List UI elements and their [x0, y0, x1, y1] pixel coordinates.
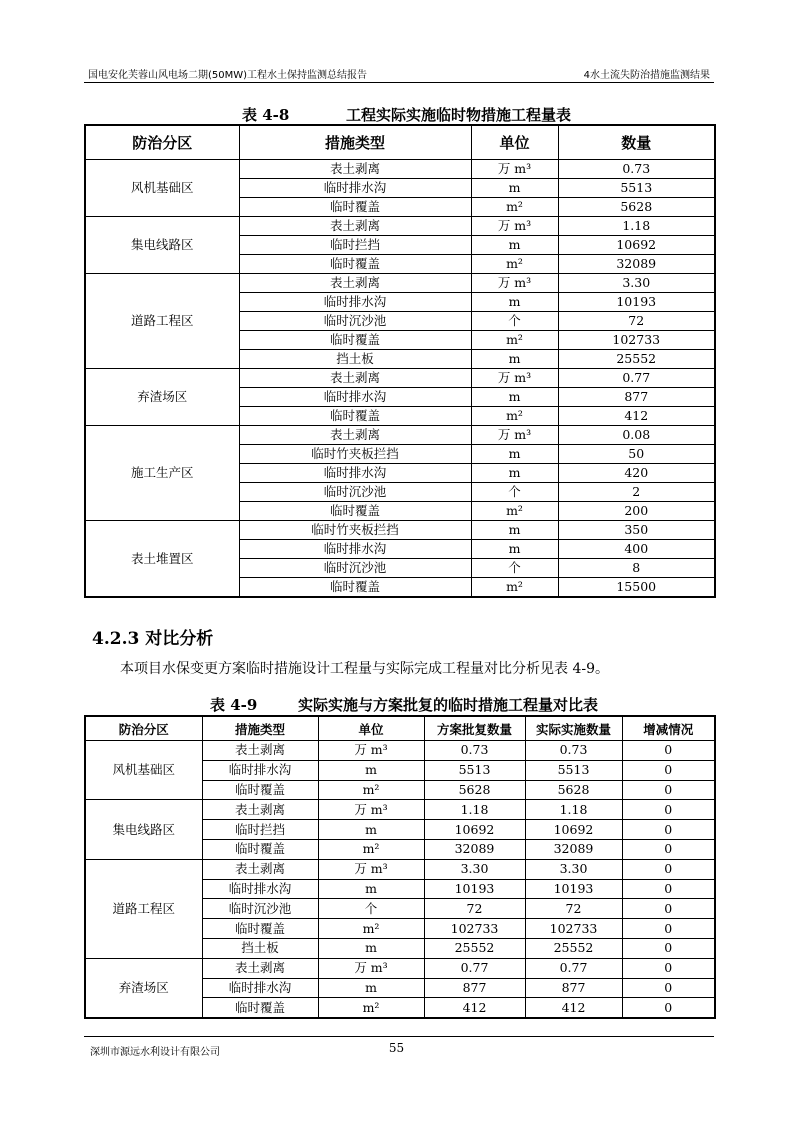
unit-cell: 万 m³	[471, 369, 558, 388]
type-cell: 表土剥离	[202, 800, 318, 820]
type-cell: 临时覆盖	[202, 998, 318, 1018]
type-cell: 临时覆盖	[239, 255, 471, 274]
type-cell: 临时覆盖	[239, 578, 471, 598]
qty-cell: 0.08	[558, 426, 715, 445]
qty-cell: 0.77	[558, 369, 715, 388]
type-cell: 临时排水沟	[202, 760, 318, 780]
qty-cell: 412	[558, 407, 715, 426]
table-row	[85, 958, 715, 978]
type-cell: 表土剥离	[202, 741, 318, 761]
type-cell: 表土剥离	[239, 274, 471, 293]
actual-cell: 10193	[525, 879, 622, 899]
type-cell: 临时排水沟	[202, 879, 318, 899]
unit-cell: m	[471, 445, 558, 464]
type-cell: 临时覆盖	[239, 407, 471, 426]
type-cell: 临时排水沟	[239, 179, 471, 198]
qty-cell: 5628	[558, 198, 715, 217]
section-heading: 4.2.3 对比分析	[92, 629, 214, 649]
type-cell: 挡土板	[202, 938, 318, 958]
type-cell: 临时覆盖	[202, 839, 318, 859]
type-cell: 临时沉沙池	[239, 559, 471, 578]
unit-cell: m	[318, 978, 424, 998]
table-row	[85, 426, 715, 445]
unit-cell: 个	[471, 483, 558, 502]
type-cell: 表土剥离	[239, 426, 471, 445]
unit-cell: 万 m³	[318, 958, 424, 978]
column-header: 单位	[318, 716, 424, 741]
type-cell: 挡土板	[239, 350, 471, 369]
region-cell: 道路工程区	[85, 859, 202, 958]
actual-cell: 412	[525, 998, 622, 1018]
unit-cell: m	[471, 236, 558, 255]
table2	[84, 715, 716, 1019]
diff-cell: 0	[622, 998, 715, 1018]
column-header: 措施类型	[202, 716, 318, 741]
unit-cell: m²	[471, 198, 558, 217]
column-header: 防治分区	[85, 125, 239, 160]
diff-cell: 0	[622, 899, 715, 919]
plan-cell: 5628	[424, 780, 525, 800]
actual-cell: 5513	[525, 760, 622, 780]
table-row	[85, 741, 715, 761]
unit-cell: m	[471, 293, 558, 312]
table2-header-row	[85, 716, 715, 741]
plan-cell: 25552	[424, 938, 525, 958]
unit-cell: m²	[318, 780, 424, 800]
region-cell: 集电线路区	[85, 217, 239, 274]
qty-cell: 3.30	[558, 274, 715, 293]
diff-cell: 0	[622, 839, 715, 859]
actual-cell: 102733	[525, 919, 622, 939]
unit-cell: m	[471, 521, 558, 540]
type-cell: 临时覆盖	[239, 502, 471, 521]
type-cell: 临时沉沙池	[202, 899, 318, 919]
type-cell: 临时覆盖	[202, 780, 318, 800]
diff-cell: 0	[622, 958, 715, 978]
region-cell: 表土堆置区	[85, 521, 239, 598]
unit-cell: 万 m³	[471, 217, 558, 236]
diff-cell: 0	[622, 978, 715, 998]
plan-cell: 0.77	[424, 958, 525, 978]
type-cell: 临时排水沟	[239, 464, 471, 483]
header-left-title: 国电安化芙蓉山风电场二期(50MW)工程水土保持监测总结报告	[88, 70, 368, 81]
type-cell: 临时沉沙池	[239, 312, 471, 331]
unit-cell: m²	[318, 839, 424, 859]
table1-body	[85, 160, 715, 598]
plan-cell: 32089	[424, 839, 525, 859]
type-cell: 临时排水沟	[239, 540, 471, 559]
diff-cell: 0	[622, 780, 715, 800]
qty-cell: 10193	[558, 293, 715, 312]
type-cell: 临时拦挡	[202, 820, 318, 840]
unit-cell: m²	[471, 407, 558, 426]
diff-cell: 0	[622, 879, 715, 899]
page-number: 55	[388, 1041, 405, 1055]
actual-cell: 877	[525, 978, 622, 998]
unit-cell: m	[471, 179, 558, 198]
region-cell: 集电线路区	[85, 800, 202, 859]
plan-cell: 412	[424, 998, 525, 1018]
type-cell: 临时沉沙池	[239, 483, 471, 502]
plan-cell: 10193	[424, 879, 525, 899]
unit-cell: m²	[318, 919, 424, 939]
table-row	[85, 274, 715, 293]
column-header: 单位	[471, 125, 558, 160]
unit-cell: m	[471, 350, 558, 369]
qty-cell: 15500	[558, 578, 715, 598]
unit-cell: 万 m³	[471, 426, 558, 445]
unit-cell: m	[318, 938, 424, 958]
table2-body	[85, 741, 715, 1019]
column-header: 防治分区	[85, 716, 202, 741]
actual-cell: 3.30	[525, 859, 622, 879]
unit-cell: 个	[471, 312, 558, 331]
qty-cell: 877	[558, 388, 715, 407]
qty-cell: 5513	[558, 179, 715, 198]
unit-cell: 万 m³	[471, 274, 558, 293]
table-row	[85, 217, 715, 236]
plan-cell: 72	[424, 899, 525, 919]
table-row	[85, 800, 715, 820]
unit-cell: 万 m³	[318, 859, 424, 879]
qty-cell: 50	[558, 445, 715, 464]
unit-cell: m	[318, 760, 424, 780]
unit-cell: m	[318, 820, 424, 840]
unit-cell: m	[471, 388, 558, 407]
qty-cell: 72	[558, 312, 715, 331]
column-header: 措施类型	[239, 125, 471, 160]
type-cell: 表土剥离	[202, 958, 318, 978]
plan-cell: 3.30	[424, 859, 525, 879]
unit-cell: m²	[471, 502, 558, 521]
unit-cell: 个	[318, 899, 424, 919]
unit-cell: 万 m³	[471, 160, 558, 179]
qty-cell: 1.18	[558, 217, 715, 236]
column-header: 增减情况	[622, 716, 715, 741]
region-cell: 道路工程区	[85, 274, 239, 369]
table2-title: 实际实施与方案批复的临时措施工程量对比表	[298, 696, 599, 714]
region-cell: 弃渣场区	[85, 958, 202, 1018]
region-cell: 风机基础区	[85, 160, 239, 217]
region-cell: 弃渣场区	[85, 369, 239, 426]
unit-cell: 万 m³	[318, 741, 424, 761]
qty-cell: 2	[558, 483, 715, 502]
type-cell: 表土剥离	[239, 369, 471, 388]
region-cell: 施工生产区	[85, 426, 239, 521]
column-header: 实际实施数量	[525, 716, 622, 741]
type-cell: 临时竹夹板拦挡	[239, 521, 471, 540]
plan-cell: 10692	[424, 820, 525, 840]
header-rule	[84, 82, 714, 83]
qty-cell: 25552	[558, 350, 715, 369]
qty-cell: 102733	[558, 331, 715, 350]
footer-rule	[84, 1036, 714, 1037]
diff-cell: 0	[622, 820, 715, 840]
unit-cell: m²	[471, 331, 558, 350]
actual-cell: 5628	[525, 780, 622, 800]
table1	[84, 124, 716, 598]
qty-cell: 200	[558, 502, 715, 521]
table2-number: 表 4-9	[210, 696, 258, 714]
footer-company: 深圳市源远水利设计有限公司	[90, 1047, 220, 1058]
actual-cell: 32089	[525, 839, 622, 859]
actual-cell: 1.18	[525, 800, 622, 820]
diff-cell: 0	[622, 919, 715, 939]
unit-cell: 个	[471, 559, 558, 578]
plan-cell: 877	[424, 978, 525, 998]
type-cell: 临时覆盖	[202, 919, 318, 939]
plan-cell: 1.18	[424, 800, 525, 820]
diff-cell: 0	[622, 859, 715, 879]
unit-cell: 万 m³	[318, 800, 424, 820]
type-cell: 临时排水沟	[239, 388, 471, 407]
table1-header-row	[85, 125, 715, 160]
type-cell: 表土剥离	[202, 859, 318, 879]
actual-cell: 25552	[525, 938, 622, 958]
actual-cell: 10692	[525, 820, 622, 840]
table-row	[85, 521, 715, 540]
diff-cell: 0	[622, 741, 715, 761]
qty-cell: 0.73	[558, 160, 715, 179]
plan-cell: 5513	[424, 760, 525, 780]
table-row	[85, 859, 715, 879]
unit-cell: m²	[318, 998, 424, 1018]
diff-cell: 0	[622, 800, 715, 820]
table1-number: 表 4-8	[242, 106, 290, 124]
unit-cell: m	[318, 879, 424, 899]
qty-cell: 350	[558, 521, 715, 540]
table-row	[85, 369, 715, 388]
unit-cell: m²	[471, 578, 558, 598]
unit-cell: m²	[471, 255, 558, 274]
column-header: 数量	[558, 125, 715, 160]
table-row	[85, 160, 715, 179]
unit-cell: m	[471, 464, 558, 483]
type-cell: 临时竹夹板拦挡	[239, 445, 471, 464]
header-right-chapter: 4水土流失防治措施监测结果	[583, 70, 710, 81]
unit-cell: m	[471, 540, 558, 559]
type-cell: 表土剥离	[239, 160, 471, 179]
type-cell: 临时排水沟	[239, 293, 471, 312]
table1-title: 工程实际实施临时物措施工程量表	[346, 106, 572, 124]
plan-cell: 102733	[424, 919, 525, 939]
type-cell: 表土剥离	[239, 217, 471, 236]
qty-cell: 420	[558, 464, 715, 483]
diff-cell: 0	[622, 938, 715, 958]
type-cell: 临时覆盖	[239, 198, 471, 217]
type-cell: 临时排水沟	[202, 978, 318, 998]
diff-cell: 0	[622, 760, 715, 780]
qty-cell: 10692	[558, 236, 715, 255]
actual-cell: 0.73	[525, 741, 622, 761]
region-cell: 风机基础区	[85, 741, 202, 800]
type-cell: 临时拦挡	[239, 236, 471, 255]
plan-cell: 0.73	[424, 741, 525, 761]
section-paragraph: 本项目水保变更方案临时措施设计工程量与实际完成工程量对比分析见表 4-9。	[120, 661, 609, 677]
qty-cell: 400	[558, 540, 715, 559]
column-header: 方案批复数量	[424, 716, 525, 741]
qty-cell: 32089	[558, 255, 715, 274]
qty-cell: 8	[558, 559, 715, 578]
type-cell: 临时覆盖	[239, 331, 471, 350]
actual-cell: 0.77	[525, 958, 622, 978]
actual-cell: 72	[525, 899, 622, 919]
